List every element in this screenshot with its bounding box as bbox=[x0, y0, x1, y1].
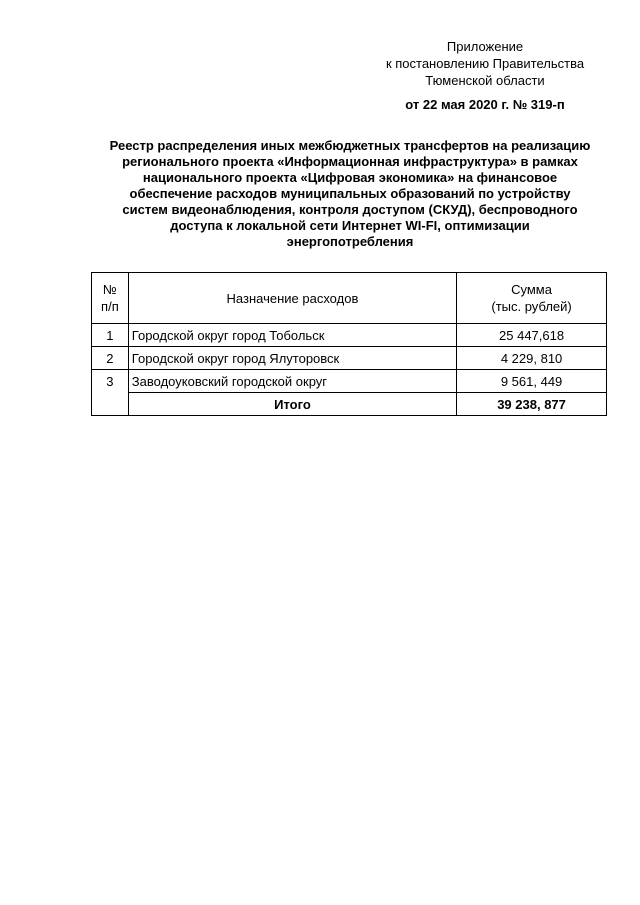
table-row bbox=[92, 370, 607, 393]
header-appendix: Приложение bbox=[446, 39, 524, 54]
header-resolution: к постановлению Правительства bbox=[385, 56, 585, 71]
title-line: энергопотребления bbox=[286, 234, 414, 249]
header-num-symbol: № bbox=[102, 282, 117, 297]
row-sum: 4 229, 810 bbox=[457, 347, 607, 370]
header-purpose: Назначение расходов bbox=[128, 273, 456, 324]
distribution-table bbox=[91, 272, 607, 416]
header-sum bbox=[457, 273, 607, 324]
row-purpose: Городской округ город Ялуторовск bbox=[128, 347, 456, 370]
document-title bbox=[90, 138, 610, 250]
title-line: национального проекта «Цифровая экономика» на финансовое bbox=[142, 170, 558, 185]
total-num-blank bbox=[92, 393, 129, 416]
row-sum: 25 447,618 bbox=[457, 324, 607, 347]
table-row bbox=[92, 324, 607, 347]
row-num: 2 bbox=[92, 347, 129, 370]
total-label: Итого bbox=[128, 393, 456, 416]
title-line: регионального проекта «Информационная инфраструктура» в рамках bbox=[122, 154, 578, 169]
table-row bbox=[92, 347, 607, 370]
approval-header bbox=[360, 38, 610, 113]
row-purpose: Городской округ город Тобольск bbox=[128, 324, 456, 347]
row-purpose: Заводоуковский городской округ bbox=[128, 370, 456, 393]
header-num bbox=[92, 273, 129, 324]
row-num: 1 bbox=[92, 324, 129, 347]
header-date: от 22 мая 2020 г. № 319-п bbox=[405, 97, 565, 112]
header-sum-title: Сумма bbox=[511, 282, 552, 297]
header-num-abbr: п/п bbox=[101, 299, 119, 314]
title-line: обеспечение расходов муниципальных образований по устройству bbox=[129, 186, 571, 201]
header-sum-unit: (тыс. рублей) bbox=[491, 299, 572, 314]
table-header-row bbox=[92, 273, 607, 324]
title-line: систем видеонаблюдения, контроля доступом (СКУД), беспроводного bbox=[122, 202, 578, 217]
row-sum: 9 561, 449 bbox=[457, 370, 607, 393]
header-region: Тюменской области bbox=[425, 73, 545, 88]
title-line: доступа к локальной сети Интернет WI-FI, оптимизации bbox=[170, 218, 530, 233]
total-sum: 39 238, 877 bbox=[457, 393, 607, 416]
title-line: Реестр распределения иных межбюджетных трансфертов на реализацию bbox=[109, 138, 591, 153]
row-num: 3 bbox=[92, 370, 129, 393]
total-row bbox=[92, 393, 607, 416]
